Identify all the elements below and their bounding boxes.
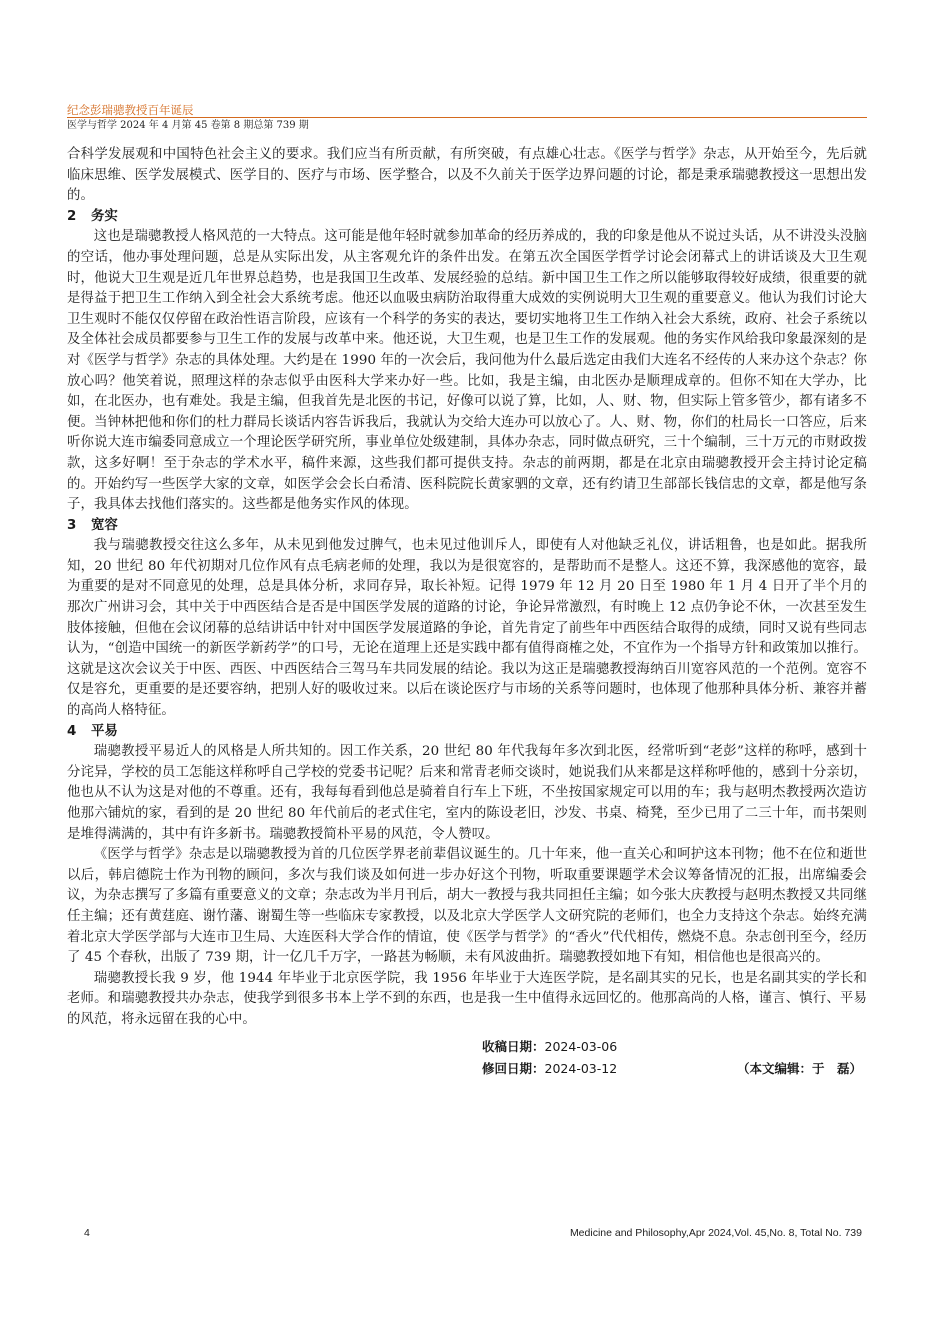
received-date xyxy=(482,1037,617,1055)
paragraph: 我与瑞骢教授交往这么多年，从未见到他发过脾气，也未见过他训斥人，即使有人对他缺乏礼仪，讲话粗鲁，也是如此。据我所知，20 世纪 80 年代初期对几位作风有点毛病老师的处理，我以为是很宽容的，是帮助而不是整人。这还不算，我深感他的宽容，最为重要的是对不同意见的处理，总是具体分析，求同存异，取长补短。记得 1979 年 12 月 20 日至 1980 年 1 月 4 日开了半个月的那次广州讲习会，其中关于中西医结合是否是中国医学发展的道路的讨论，争论异常激烈，有时晚上 12 点仍争论不休，一次甚至发生肢体接触，但他在会议闭幕的总结讲话中针对中国医学发展道路的争论，首先肯定了前些年中西医结合取得的成绩，同时又说有些同志认为，“创造中国统一的新医学新药学”的口号，无论在道理上还是实践中都有值得商榷之处，不宜作为一个指导方针和政策加以推行。这就是这次会议关于中医、西医、中西医结合三驾马车共同发展的结论。我以为这正是瑞骢教授海纳百川宽容风范的一个范例。宽容不仅是容允，更重要的是还要容纳，把别人好的吸收过来。以后在谈论医疗与市场的关系等问题时，也体现了他那种具体分析、兼容并蓄的高尚人格特征。 xyxy=(67,538,867,719)
series-title: 纪念彭瑞骢教授百年诞辰 xyxy=(67,103,194,117)
section-heading-3 xyxy=(67,516,867,537)
section-title: 务实 xyxy=(91,208,118,224)
lead-paragraph: 合科学发展观和中国特色社会主义的要求。我们应当有所贡献，有所突破，有点雄心壮志。《医学与哲学》杂志，从开始至今，先后就临床思维、医学发展模式、医学目的、医疗与市场、医学整合，以及不久前关于医学边界问题的讨论，都是秉承瑞骢教授这一思想出发的。 xyxy=(67,147,867,204)
section-number: 3 xyxy=(67,517,77,533)
paragraph: 这也是瑞骢教授人格风范的一大特点。这可能是他年轻时就参加革命的经历养成的，我的印象是他从不说过头话，从不讲没头没脑的空话，他办事处理问题，总是从实际出发，从主客观允许的条件出发。在第五次全国医学哲学讨论会闭幕式上的讲话谈及大卫生观时，他说大卫生观是近几年世界总趋势，也是我国卫生改革、发展经验的总结。新中国卫生工作之所以能够取得较好成绩，很重要的就是得益于把卫生工作纳入到全社会大系统考虑。他还以血吸虫病防治取得重大成效的实例说明大卫生观的重要意义。他认为我们讨论大卫生观时不能仅仅停留在政治性语言阶段，应该有一个科学的务实的表达，要切实地将卫生工作纳入社会大系统，政府、社会子系统以及全体社会成员都要参与卫生工作的发展与改革中来。他还说，大卫生观，也是卫生工作的发展观。他的务实作风给我印象最深刻的是对《医学与哲学》杂志的具体处理。大约是在 1990 年的一次会后，我问他为什么最后选定由我们大连名不经传的人来办这个杂志？你放心吗？他笑着说，照理这样的杂志似乎由医科大学来办好一些。比如，我是主编，由北医办是顺理成章的。但你不知在大学办，比如，在北医办，也有难处。我是主编，但我首先是北医的书记，好像可以说了算，比如，人、财、物，但实际上管多管少，都有诸多不便。当钟林把他和你们的杜力群局长谈话内容告诉我后，我就认为交给大连办可以放心了。人、财、物，你们的杜局长一口答应，后来听你说大连市编委同意成立一个理论医学研究所，事业单位处级建制，具体办杂志，同时做点研究，三十个编制，三十万元的市财政拨款，这多好啊！至于杂志的学术水平，稿件来源，这些我们都可提供支持。杂志的前两期，都是在北京由瑞骢教授开会主持讨论定稿的。开始约写一些医学大家的文章，如医学会会长白希清、医科院院长黄家驷的文章，还有约请卫生部部长钱信忠的文章，都是他写条子，我具体去找他们落实的。这些都是他务实作风的体现。 xyxy=(67,229,867,513)
section-title: 宽容 xyxy=(91,517,118,533)
revised-label: 修回日期： xyxy=(482,1060,545,1076)
journal-citation: Medicine and Philosophy,Apr 2024,Vol. 45,No. 8, Total No. 739 xyxy=(569,1227,862,1239)
article-dates xyxy=(67,1035,867,1079)
running-header xyxy=(67,103,867,117)
section-number: 2 xyxy=(67,208,77,224)
section-number: 4 xyxy=(67,723,77,739)
page-number: 4 xyxy=(84,1227,90,1239)
section-heading-2 xyxy=(67,207,867,228)
section-heading-4 xyxy=(67,722,867,743)
revised-value: 2024-03-12 xyxy=(544,1060,618,1076)
paragraph: 《医学与哲学》杂志是以瑞骢教授为首的几位医学界老前辈倡议诞生的。几十年来，他一直关心和呵护这本刊物；他不在位和逝世以后，韩启德院士作为刊物的顾问，多次与我们谈及如何进一步办好这个刊物，听取重要课题学术会议筹备情况的汇报，出席编委会议，为杂志撰写了多篇有重要意义的文章；杂志改为半月刊后，胡大一教授与我共同担任主编；如今张大庆教授与赵明杰教授又共同继任主编；还有黄莛庭、谢竹藩、谢蜀生等一些临床专家教授，以及北京大学医学人文研究院的老师们，也全力支持这个杂志。始终充满着北京大学医学部与大连市卫生局、大连医科大学合作的情谊，使《医学与哲学》的“香火”代代相传，燃烧不息。杂志创刊至今，经历了 45 个春秋，出版了 739 期，计一亿几千万字，一路甚为畅顺，未有风波曲折。瑞骢教授如地下有知，相信他也是很高兴的。 xyxy=(67,847,867,966)
editor-note: （本文编辑：于 磊） xyxy=(736,1060,862,1076)
article-body xyxy=(67,145,867,1079)
header-rule xyxy=(67,117,867,118)
received-label: 收稿日期： xyxy=(482,1038,545,1054)
received-value: 2024-03-06 xyxy=(544,1038,618,1054)
paragraph: 瑞骢教授平易近人的风格是人所共知的。因工作关系，20 世纪 80 年代我每年多次到北医，经常听到“老彭”这样的称呼，感到十分诧异，学校的员工怎能这样称呼自己学校的党委书记呢？后来和常青老师交谈时，她说我们从来都是这样称呼他的，感到十分亲切，他也从不认为这是对他的不尊重。还有，我每每看到他总是骑着自行车上下班，不坐按国家规定可以用的车；我与赵明杰教授两次造访他那六铺炕的家，看到的是 20 世纪 80 年代前后的老式住宅，室内的陈设老旧，沙发、书桌、椅凳，至少已用了二三十年，而书架则是堆得满满的，其中有许多新书。瑞骢教授简朴平易的风范，令人赞叹。 xyxy=(67,744,867,842)
journal-info-line: 医学与哲学 2024 年 4 月第 45 卷第 8 期总第 739 期 xyxy=(67,120,309,131)
paragraph: 瑞骢教授长我 9 岁，他 1944 年毕业于北京医学院，我 1956 年毕业于大连医学院，是名副其实的兄长，也是名副其实的学长和老师。和瑞骢教授共办杂志，使我学到很多书本上学不到的东西，也是我一生中值得永远回忆的。他那高尚的人格，谨言、慎行、平易的风范，将永远留在我的心中。 xyxy=(67,970,867,1027)
revised-date xyxy=(482,1059,617,1077)
section-title: 平易 xyxy=(91,723,118,739)
